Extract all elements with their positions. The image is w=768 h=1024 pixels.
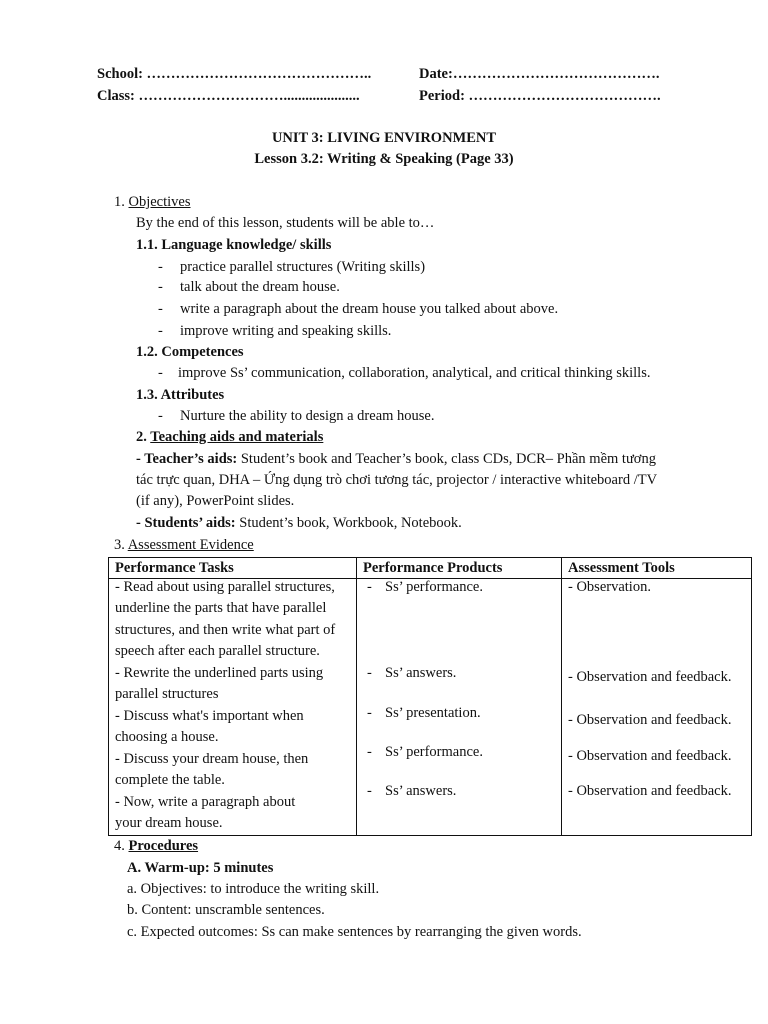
procedures-heading xyxy=(114,838,198,855)
section-number: 3. xyxy=(114,537,128,553)
table-header-row xyxy=(109,558,752,579)
lesson-title: Lesson 3.2: Writing & Speaking (Page 33) xyxy=(254,151,514,167)
section-number: 2. xyxy=(136,429,151,445)
assessment-heading xyxy=(114,537,254,554)
task-line: - Rewrite the underlined parts using xyxy=(115,665,324,681)
task-line: your dream house. xyxy=(115,815,223,831)
column-header: Performance Products xyxy=(357,558,562,579)
objectives-heading xyxy=(114,194,191,211)
assessment-table xyxy=(108,557,752,836)
tool-line: - Observation and feedback. xyxy=(568,748,732,764)
section-number: 4. xyxy=(114,838,129,854)
unit-title: UNIT 3: LIVING ENVIRONMENT xyxy=(271,130,497,146)
section-title: Objectives xyxy=(128,194,191,210)
task-line: - Discuss what's important when xyxy=(115,708,304,724)
language-knowledge-heading: 1.1. Language knowledge/ skills xyxy=(136,237,332,253)
teacher-aids-label: - Teacher’s aids: xyxy=(136,451,238,467)
task-line: underline the parts that have parallel xyxy=(115,600,327,616)
task-line: structures, and then write what part of xyxy=(115,622,336,638)
tool-line: - Observation and feedback. xyxy=(568,669,732,685)
task-line: speech after each parallel structure. xyxy=(115,643,320,659)
procedure-line: c. Expected outcomes: Ss can make sentences by rearranging the given words. xyxy=(127,924,582,940)
product-line: - Ss’ performance. xyxy=(367,579,483,595)
section-title: Procedures xyxy=(128,838,199,854)
products-cell xyxy=(357,579,562,836)
period-field: Period: …………………………………. xyxy=(419,88,661,104)
product-line: - Ss’ presentation. xyxy=(367,705,481,721)
teaching-aids-heading xyxy=(136,429,323,446)
task-line: parallel structures xyxy=(115,686,219,702)
section-title: Teaching aids and materials xyxy=(150,429,324,445)
task-line: - Discuss your dream house, then xyxy=(115,751,309,767)
section-title: Assessment Evidence xyxy=(127,537,254,553)
students-aids-line: - Students’ aids: Student’s book, Workbook, Notebook. xyxy=(136,515,462,531)
objectives-intro: By the end of this lesson, students will be able to… xyxy=(136,215,435,231)
procedure-line: b. Content: unscramble sentences. xyxy=(127,902,325,918)
attributes-heading: 1.3. Attributes xyxy=(136,387,225,403)
tool-line: - Observation and feedback. xyxy=(568,712,732,728)
teacher-aids-line: (if any), PowerPoint slides. xyxy=(136,493,295,509)
section-number: 1. xyxy=(114,194,129,210)
column-header: Assessment Tools xyxy=(562,558,752,579)
teacher-aids-line: - Teacher’s aids: Student’s book and Teacher’s book, class CDs, DCR– Phần mềm tương xyxy=(136,451,656,467)
product-line: - Ss’ answers. xyxy=(367,665,457,681)
procedure-line: a. Objectives: to introduce the writing skill. xyxy=(127,881,380,897)
school-field: School: ……………………………………….. xyxy=(97,66,372,82)
warmup-heading: A. Warm-up: 5 minutes xyxy=(127,860,274,876)
product-line: - Ss’ performance. xyxy=(367,744,483,760)
column-header: Performance Tasks xyxy=(109,558,357,579)
task-line: - Read about using parallel structures, xyxy=(115,579,335,595)
date-field: Date:……………………………………. xyxy=(419,66,660,82)
task-line: - Now, write a paragraph about xyxy=(115,794,296,810)
class-field: Class: …………………………..................... xyxy=(97,88,360,104)
students-aids-label: - Students’ aids: xyxy=(136,515,236,531)
tool-line: - Observation and feedback. xyxy=(568,783,732,799)
tool-line: - Observation. xyxy=(568,579,651,595)
table-row xyxy=(109,579,752,836)
product-line: - Ss’ answers. xyxy=(367,783,457,799)
competences-heading: 1.2. Competences xyxy=(136,344,244,360)
tools-cell xyxy=(562,579,752,836)
task-line: choosing a house. xyxy=(115,729,219,745)
teacher-aids-line: tác trực quan, DHA – Ứng dụng trò chơi tương tác, projector / interactive whiteboard /TV xyxy=(136,472,658,488)
task-line: complete the table. xyxy=(115,772,225,788)
tasks-cell xyxy=(109,579,357,836)
